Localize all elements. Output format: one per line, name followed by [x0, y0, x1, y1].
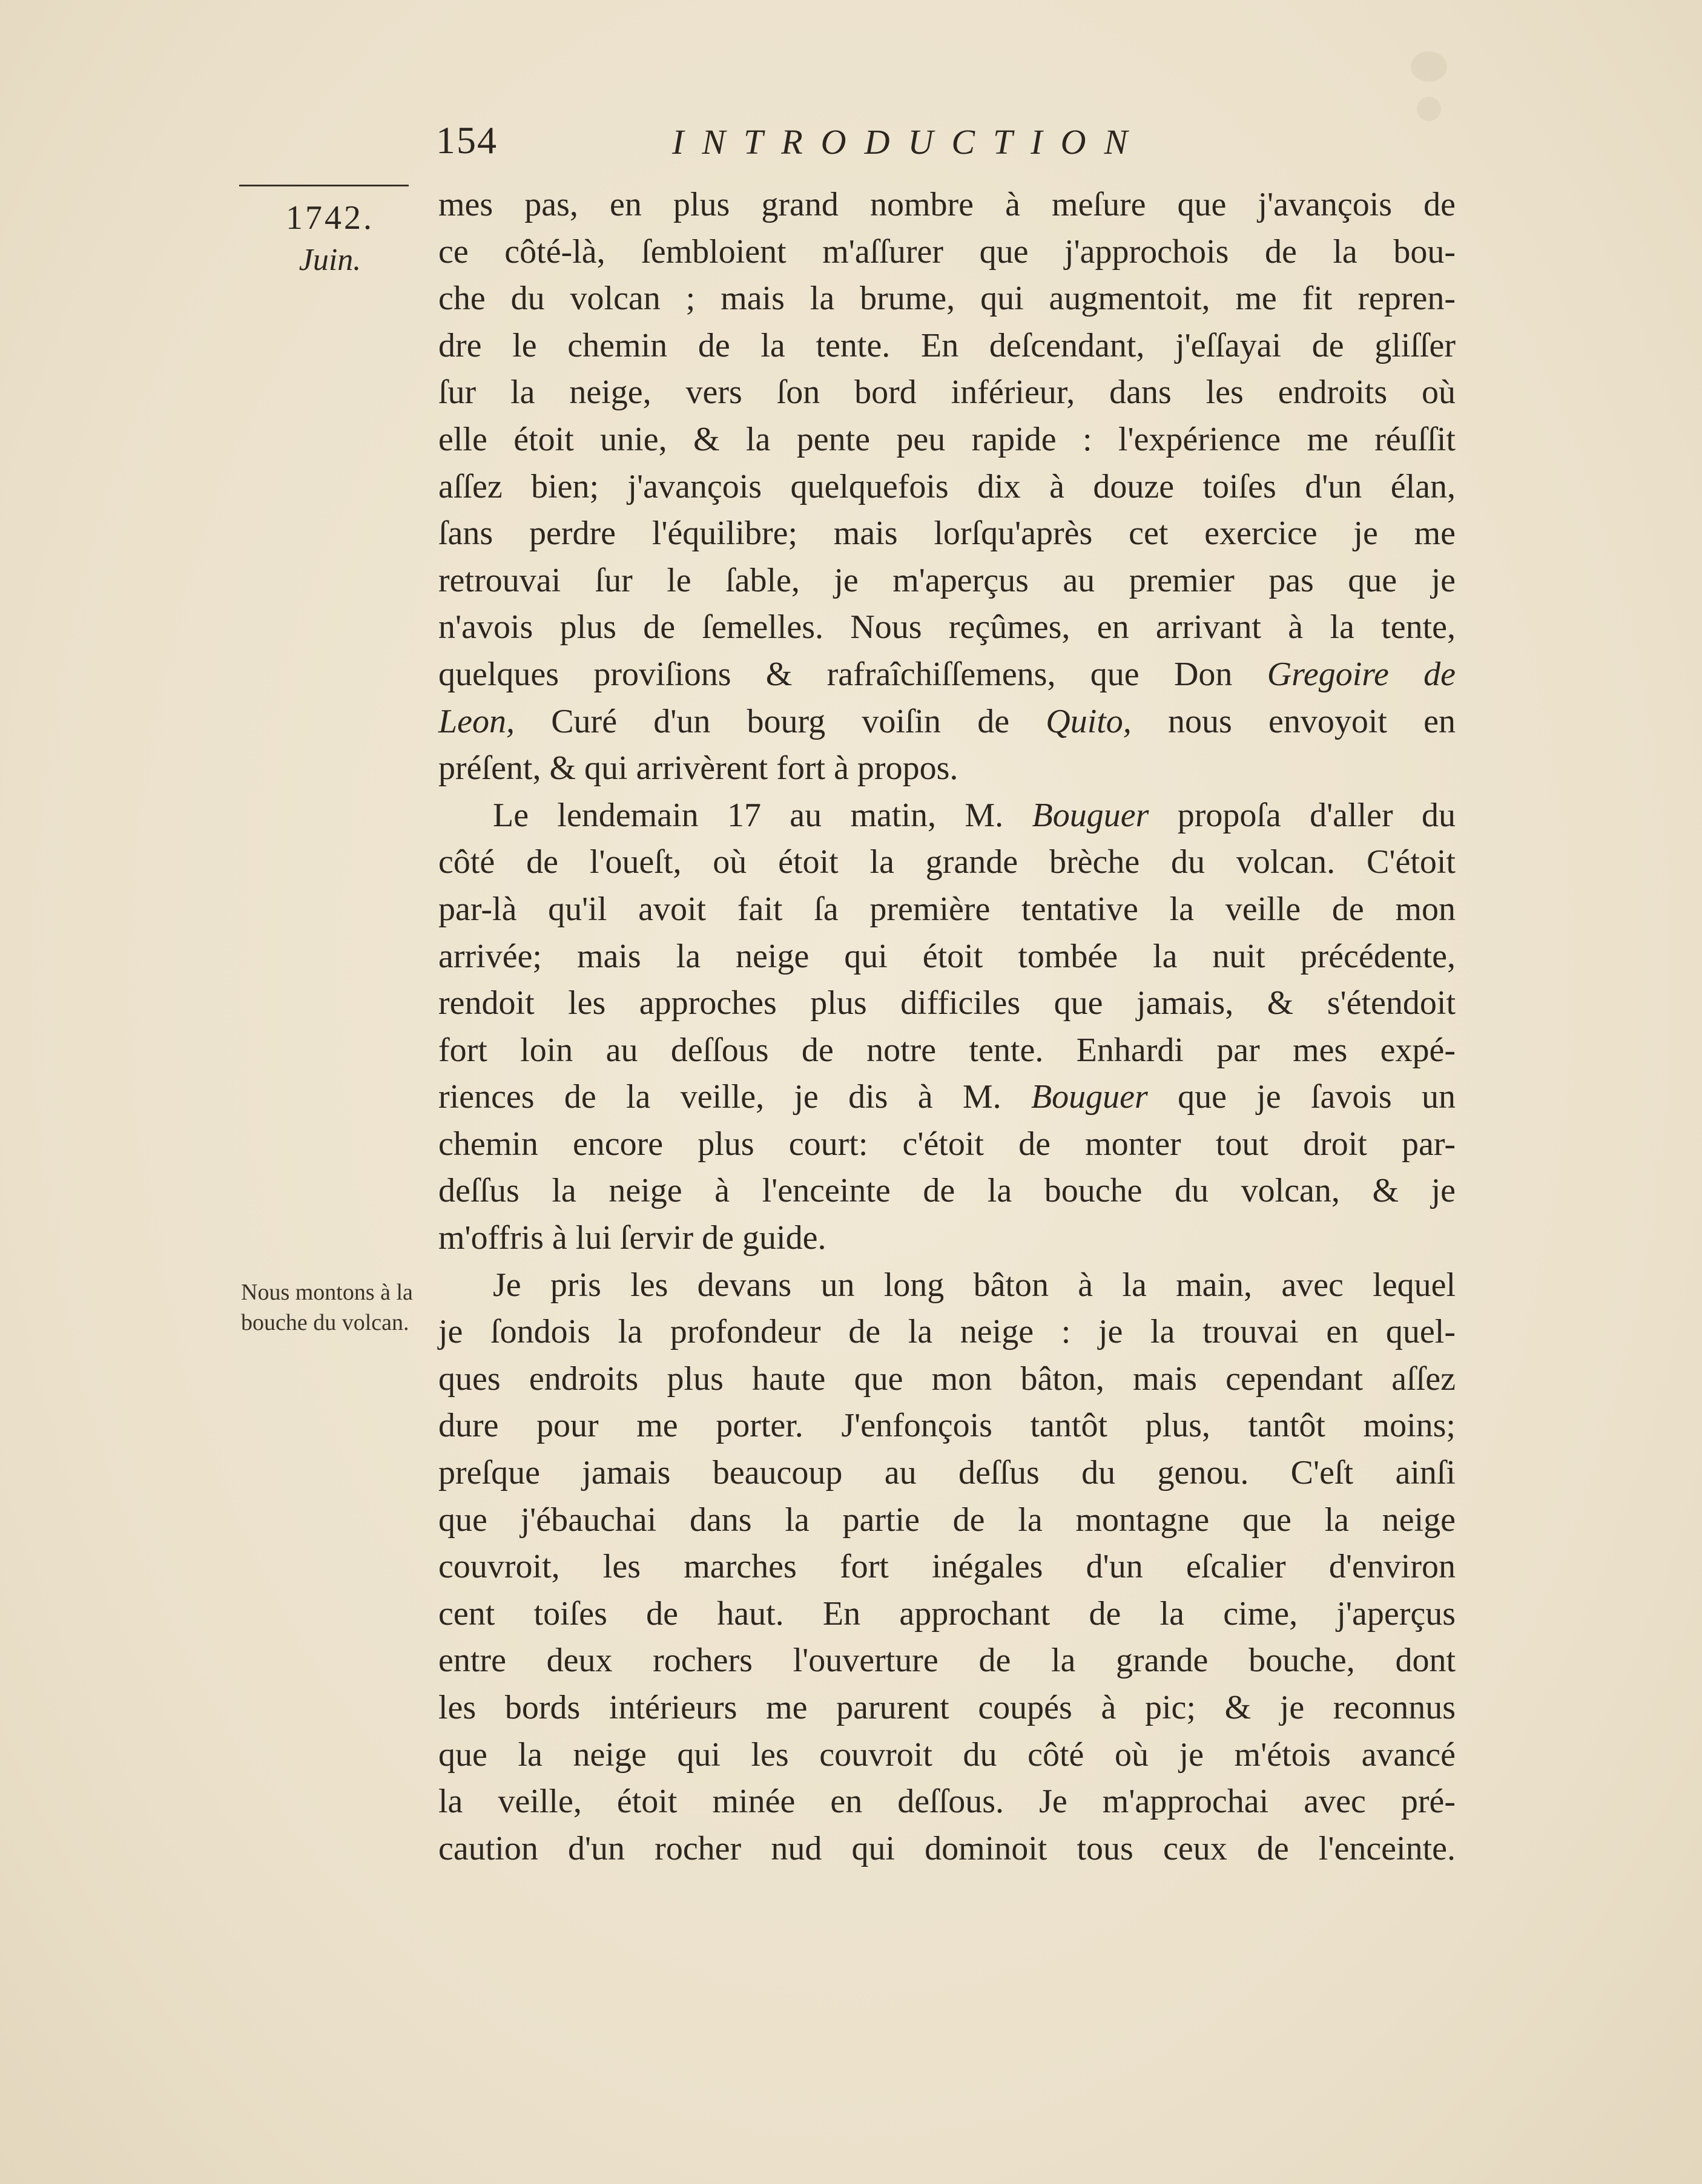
text-line: que la neige qui les couvroit du côté où je m'étois avancé	[438, 1735, 1456, 1774]
margin-month: Juin.	[299, 243, 361, 277]
page-stain	[1411, 51, 1447, 82]
text-line: préſent, & qui arrivèrent fort à propos.	[438, 749, 958, 788]
text-line: Je pris les devans un long bâton à la main, avec lequel	[493, 1266, 1456, 1304]
text-line: deſſus la neige à l'enceinte de la bouche du volcan, & je	[438, 1172, 1456, 1210]
text-line: mes pas, en plus grand nombre à meſure que j'avançois de	[438, 186, 1456, 223]
margin-note: Nous montons à la bouche du volcan.	[241, 1280, 413, 1335]
text-line: quelques proviſions & rafraîchiſſemens, que Don Gregoire de	[438, 655, 1456, 693]
page-stain	[1417, 97, 1441, 121]
page-number: 154	[436, 119, 498, 162]
text-line: m'offris à lui ſervir de guide.	[438, 1219, 826, 1257]
margin-date	[254, 197, 406, 281]
text-line: riences de la veille, je dis à M. Bouguer que je ſavois un	[438, 1078, 1456, 1116]
text-line: que j'ébauchai dans la partie de la montagne que la neige	[438, 1501, 1456, 1539]
text-line: la veille, étoit minée en deſſous. Je m'approchai avec pré-	[438, 1783, 1456, 1821]
text-line: arrivée; mais la neige qui étoit tombée la nuit précédente,	[438, 937, 1456, 975]
text-line: n'avois plus de ſemelles. Nous reçûmes, en arrivant à la tente,	[438, 608, 1456, 646]
text-line: ce côté-là, ſembloient m'aſſurer que j'approchois de la bou-	[438, 232, 1456, 271]
text-line: chemin encore plus court: c'étoit de monter tout droit par-	[438, 1125, 1456, 1163]
text-line: dre le chemin de la tente. En deſcendant, j'eſſayai de gliſſer	[438, 326, 1456, 364]
body-text	[438, 182, 1456, 1872]
text-line: côté de l'oueſt, où étoit la grande brèche du volcan. C'étoit	[438, 843, 1456, 881]
text-line: je ſondois la profondeur de la neige : je la trouvai en quel-	[438, 1313, 1456, 1351]
text-line: entre deux rochers l'ouverture de la grande bouche, dont	[438, 1642, 1456, 1680]
text-line: che du volcan ; mais la brume, qui augmentoit, me fit repren-	[438, 280, 1456, 318]
text-line: par-là qu'il avoit fait ſa première tentative la veille de mon	[438, 890, 1456, 928]
text-line: rendoit les approches plus difficiles que jamais, & s'étendoit	[438, 984, 1456, 1022]
text-line: ſur la neige, vers ſon bord inférieur, dans les endroits où	[438, 373, 1456, 412]
text-line: retrouvai ſur le ſable, je m'aperçus au premier pas que je	[438, 561, 1456, 599]
text-line: fort loin au deſſous de notre tente. Enhardi par mes expé-	[438, 1031, 1456, 1069]
text-line: Leon, Curé d'un bourg voiſin de Quito, nous envoyoit en	[438, 702, 1456, 740]
text-line: caution d'un rocher nud qui dominoit tous ceux de l'enceinte.	[438, 1829, 1456, 1867]
page-header	[436, 118, 1187, 179]
text-line: couvroit, les marches fort inégales d'un eſcalier d'environ	[438, 1548, 1456, 1586]
text-line: preſque jamais beaucoup au deſſus du genou. C'eſt ainſi	[438, 1454, 1456, 1492]
text-line: Le lendemain 17 au matin, M. Bouguer propoſa d'aller du	[493, 796, 1456, 834]
text-line: ques endroits plus haute que mon bâton, mais cependant aſſez	[438, 1360, 1456, 1398]
text-line: cent toiſes de haut. En approchant de la cime, j'aperçus	[438, 1594, 1456, 1633]
margin-year: 1742.	[286, 199, 374, 237]
text-line: dure pour me porter. J'enfonçois tantôt plus, tantôt moins;	[438, 1407, 1456, 1445]
text-line: ſans perdre l'équilibre; mais lorſqu'après cet exercice je me	[438, 515, 1456, 553]
margin-rule	[239, 185, 409, 186]
running-title: INTRODUCTION	[672, 122, 1146, 162]
text-line: elle étoit unie, & la pente peu rapide : l'expérience me réuſſit	[438, 420, 1456, 458]
text-line: les bords intérieurs me parurent coupés à pic; & je reconnus	[438, 1689, 1456, 1726]
text-line: aſſez bien; j'avançois quelquefois dix à douze toiſes d'un élan,	[438, 467, 1456, 505]
